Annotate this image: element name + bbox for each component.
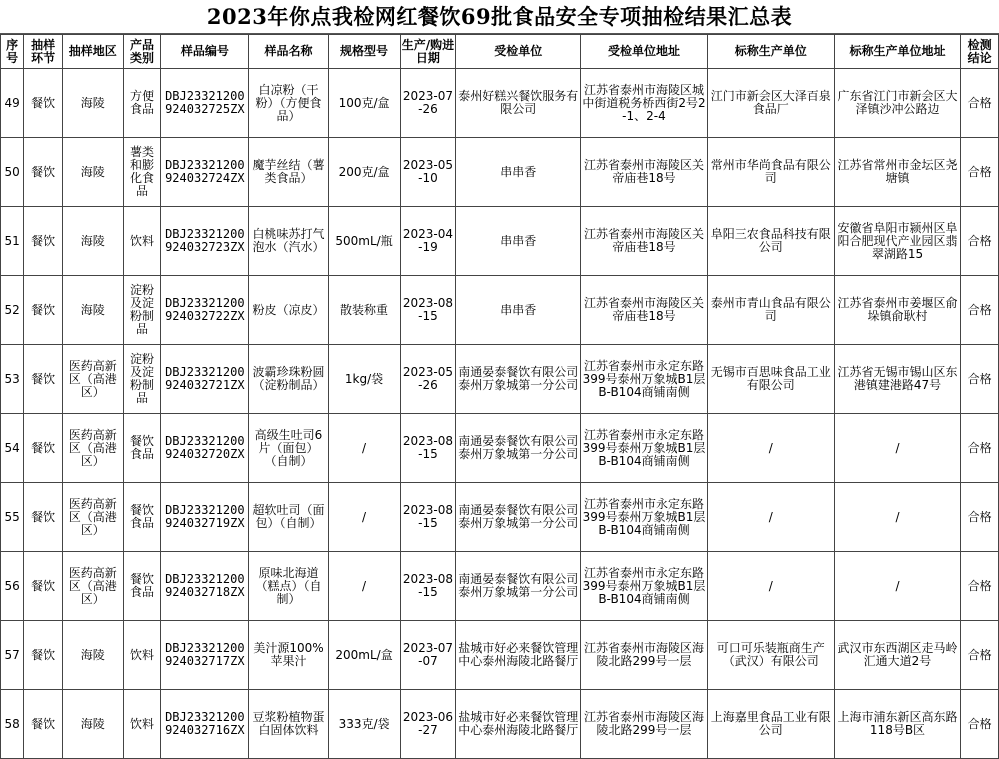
serial-no-cell: 56 [1, 552, 24, 621]
production-date-cell: 2023-05-26 [400, 345, 456, 414]
product-category-cell: 餐饮食品 [123, 414, 161, 483]
inspected-unit-cell: 盐城市好必来餐饮管理中心泰州海陵北路餐厅 [456, 621, 581, 690]
test-result-cell: 合格 [961, 138, 999, 207]
production-date-cell: 2023-04-19 [400, 207, 456, 276]
sample-name-cell: 魔芋丝结（薯类食品） [249, 138, 328, 207]
table-row [1, 552, 999, 621]
sampling-stage-cell: 餐饮 [24, 69, 63, 138]
sample-code-cell: DBJ23321200924032722ZX [161, 276, 249, 345]
production-date-cell: 2023-05-10 [400, 138, 456, 207]
serial-no-cell: 50 [1, 138, 24, 207]
sample-name-cell: 超软吐司（面包）（自制） [249, 483, 328, 552]
test-result-cell: 合格 [961, 414, 999, 483]
sampling-stage-cell: 餐饮 [24, 345, 63, 414]
serial-no-cell: 53 [1, 345, 24, 414]
header-cell: 样品名称 [249, 35, 328, 69]
production-date-cell: 2023-07-26 [400, 69, 456, 138]
manufacturer-cell: 可口可乐装瓶商生产（武汉）有限公司 [707, 621, 834, 690]
production-date-cell: 2023-06-27 [400, 690, 456, 759]
sample-code-cell: DBJ23321200924032717ZX [161, 621, 249, 690]
inspected-unit-address-cell: 江苏省泰州市海陵区海陵北路299号一层 [581, 621, 708, 690]
inspected-unit-address-cell: 江苏省泰州市永定东路399号泰州万象城B1层B-B104商铺南侧 [581, 414, 708, 483]
inspected-unit-cell: 串串香 [456, 276, 581, 345]
sampling-stage-cell: 餐饮 [24, 690, 63, 759]
production-date-cell: 2023-08-15 [400, 414, 456, 483]
test-result-cell: 合格 [961, 69, 999, 138]
sample-code-cell: DBJ23321200924032716ZX [161, 690, 249, 759]
serial-no-cell: 57 [1, 621, 24, 690]
sampling-stage-cell: 餐饮 [24, 414, 63, 483]
sample-code-cell: DBJ23321200924032723ZX [161, 207, 249, 276]
product-category-cell: 饮料 [123, 621, 161, 690]
sampling-stage-cell: 餐饮 [24, 276, 63, 345]
sampling-stage-cell: 餐饮 [24, 207, 63, 276]
sample-code-cell: DBJ23321200924032725ZX [161, 69, 249, 138]
inspected-unit-cell: 南通晏泰餐饮有限公司泰州万象城第一分公司 [456, 345, 581, 414]
sample-code-cell: DBJ23321200924032724ZX [161, 138, 249, 207]
sample-name-cell: 高级生吐司6片（面包）（自制） [249, 414, 328, 483]
inspected-unit-address-cell: 江苏省泰州市海陵区关帝庙巷18号 [581, 276, 708, 345]
inspected-unit-cell: 南通晏泰餐饮有限公司泰州万象城第一分公司 [456, 483, 581, 552]
serial-no-cell: 49 [1, 69, 24, 138]
manufacturer-address-cell: 江苏省无锡市锡山区东港镇建港路47号 [834, 345, 961, 414]
manufacturer-cell: 常州市华尚食品有限公司 [707, 138, 834, 207]
sampling-area-cell: 医药高新区（高港区） [62, 414, 123, 483]
manufacturer-cell: 阜阳三农食品科技有限公司 [707, 207, 834, 276]
inspected-unit-cell: 泰州好糕兴餐饮服务有限公司 [456, 69, 581, 138]
manufacturer-address-cell: 江苏省泰州市姜堰区俞垛镇俞耿村 [834, 276, 961, 345]
product-category-cell: 方便食品 [123, 69, 161, 138]
inspected-unit-cell: 串串香 [456, 138, 581, 207]
production-date-cell: 2023-08-15 [400, 552, 456, 621]
page-title: 2023年你点我检网红餐饮69批食品安全专项抽检结果汇总表 [0, 0, 999, 34]
header-cell: 检测结论 [961, 35, 999, 69]
table-row [1, 690, 999, 759]
test-result-cell: 合格 [961, 690, 999, 759]
product-category-cell: 淀粉及淀粉制品 [123, 276, 161, 345]
table-row [1, 276, 999, 345]
header-cell: 样品编号 [161, 35, 249, 69]
specification-cell: 散装称重 [328, 276, 400, 345]
manufacturer-cell: 江门市新会区大泽百泉食品厂 [707, 69, 834, 138]
header-row [1, 35, 999, 69]
product-category-cell: 淀粉及淀粉制品 [123, 345, 161, 414]
table-row [1, 414, 999, 483]
inspected-unit-address-cell: 江苏省泰州市永定东路399号泰州万象城B1层B-B104商铺南侧 [581, 345, 708, 414]
product-category-cell: 餐饮食品 [123, 552, 161, 621]
table-row [1, 483, 999, 552]
sampling-area-cell: 海陵 [62, 69, 123, 138]
table-row [1, 207, 999, 276]
manufacturer-cell: 上海嘉里食品工业有限公司 [707, 690, 834, 759]
sample-name-cell: 白凉粉（干粉）（方便食品） [249, 69, 328, 138]
sampling-area-cell: 医药高新区（高港区） [62, 345, 123, 414]
test-result-cell: 合格 [961, 621, 999, 690]
header-cell: 标称生产单位地址 [834, 35, 961, 69]
header-cell: 生产/购进日期 [400, 35, 456, 69]
inspected-unit-cell: 南通晏泰餐饮有限公司泰州万象城第一分公司 [456, 414, 581, 483]
table-row [1, 345, 999, 414]
header-cell: 规格型号 [328, 35, 400, 69]
serial-no-cell: 51 [1, 207, 24, 276]
specification-cell: 500mL/瓶 [328, 207, 400, 276]
sample-code-cell: DBJ23321200924032720ZX [161, 414, 249, 483]
manufacturer-cell: / [707, 483, 834, 552]
manufacturer-address-cell: 武汉市东西湖区走马岭汇通大道2号 [834, 621, 961, 690]
inspected-unit-cell: 串串香 [456, 207, 581, 276]
inspected-unit-address-cell: 江苏省泰州市海陵区关帝庙巷18号 [581, 138, 708, 207]
specification-cell: 333克/袋 [328, 690, 400, 759]
test-result-cell: 合格 [961, 552, 999, 621]
sample-name-cell: 豆浆粉植物蛋白固体饮料 [249, 690, 328, 759]
manufacturer-address-cell: 上海市浦东新区高东路118号B区 [834, 690, 961, 759]
sampling-stage-cell: 餐饮 [24, 483, 63, 552]
specification-cell: 100克/盒 [328, 69, 400, 138]
sample-code-cell: DBJ23321200924032718ZX [161, 552, 249, 621]
serial-no-cell: 54 [1, 414, 24, 483]
header-cell: 受检单位 [456, 35, 581, 69]
test-result-cell: 合格 [961, 345, 999, 414]
header-cell: 产品类别 [123, 35, 161, 69]
test-result-cell: 合格 [961, 276, 999, 345]
manufacturer-address-cell: / [834, 414, 961, 483]
sampling-area-cell: 海陵 [62, 276, 123, 345]
header-cell: 抽样地区 [62, 35, 123, 69]
production-date-cell: 2023-07-07 [400, 621, 456, 690]
sampling-stage-cell: 餐饮 [24, 552, 63, 621]
sampling-area-cell: 医药高新区（高港区） [62, 483, 123, 552]
specification-cell: 1kg/袋 [328, 345, 400, 414]
manufacturer-address-cell: / [834, 483, 961, 552]
specification-cell: / [328, 483, 400, 552]
test-result-cell: 合格 [961, 207, 999, 276]
manufacturer-cell: / [707, 414, 834, 483]
sample-name-cell: 白桃味苏打气泡水（汽水） [249, 207, 328, 276]
sampling-stage-cell: 餐饮 [24, 621, 63, 690]
inspected-unit-address-cell: 江苏省泰州市海陵区关帝庙巷18号 [581, 207, 708, 276]
inspected-unit-address-cell: 江苏省泰州市永定东路399号泰州万象城B1层B-B104商铺南侧 [581, 483, 708, 552]
table-row [1, 621, 999, 690]
specification-cell: 200克/盒 [328, 138, 400, 207]
product-category-cell: 薯类和膨化食品 [123, 138, 161, 207]
product-category-cell: 饮料 [123, 690, 161, 759]
inspected-unit-cell: 盐城市好必来餐饮管理中心泰州海陵北路餐厅 [456, 690, 581, 759]
sample-code-cell: DBJ23321200924032719ZX [161, 483, 249, 552]
table-row [1, 138, 999, 207]
manufacturer-address-cell: 江苏省常州市金坛区尧塘镇 [834, 138, 961, 207]
sample-name-cell: 美汁源100%苹果汁 [249, 621, 328, 690]
serial-no-cell: 58 [1, 690, 24, 759]
sampling-area-cell: 医药高新区（高港区） [62, 552, 123, 621]
product-category-cell: 餐饮食品 [123, 483, 161, 552]
specification-cell: / [328, 414, 400, 483]
product-category-cell: 饮料 [123, 207, 161, 276]
header-cell: 抽样环节 [24, 35, 63, 69]
test-result-cell: 合格 [961, 483, 999, 552]
inspected-unit-address-cell: 江苏省泰州市海陵区海陵北路299号一层 [581, 690, 708, 759]
specification-cell: / [328, 552, 400, 621]
manufacturer-address-cell: 广东省江门市新会区大泽镇沙冲公路边 [834, 69, 961, 138]
header-cell: 序号 [1, 35, 24, 69]
sampling-area-cell: 海陵 [62, 138, 123, 207]
inspected-unit-cell: 南通晏泰餐饮有限公司泰州万象城第一分公司 [456, 552, 581, 621]
serial-no-cell: 55 [1, 483, 24, 552]
inspected-unit-address-cell: 江苏省泰州市永定东路399号泰州万象城B1层B-B104商铺南侧 [581, 552, 708, 621]
serial-no-cell: 52 [1, 276, 24, 345]
results-table [0, 34, 999, 759]
manufacturer-address-cell: 安徽省阜阳市颍州区阜阳合肥现代产业园区翡翠湖路15 [834, 207, 961, 276]
sample-code-cell: DBJ23321200924032721ZX [161, 345, 249, 414]
sample-name-cell: 原味北海道（糕点）（自制） [249, 552, 328, 621]
sample-name-cell: 波霸珍珠粉圆（淀粉制品） [249, 345, 328, 414]
production-date-cell: 2023-08-15 [400, 276, 456, 345]
sampling-area-cell: 海陵 [62, 207, 123, 276]
inspected-unit-address-cell: 江苏省泰州市海陵区城中街道税务桥西街2号2-1、2-4 [581, 69, 708, 138]
header-cell: 受检单位地址 [581, 35, 708, 69]
header-cell: 标称生产单位 [707, 35, 834, 69]
sample-name-cell: 粉皮（凉皮） [249, 276, 328, 345]
sampling-stage-cell: 餐饮 [24, 138, 63, 207]
table-row [1, 69, 999, 138]
sampling-area-cell: 海陵 [62, 621, 123, 690]
manufacturer-cell: 泰州市青山食品有限公司 [707, 276, 834, 345]
sampling-area-cell: 海陵 [62, 690, 123, 759]
manufacturer-cell: 无锡市百思味食品工业有限公司 [707, 345, 834, 414]
production-date-cell: 2023-08-15 [400, 483, 456, 552]
manufacturer-cell: / [707, 552, 834, 621]
specification-cell: 200mL/盒 [328, 621, 400, 690]
manufacturer-address-cell: / [834, 552, 961, 621]
